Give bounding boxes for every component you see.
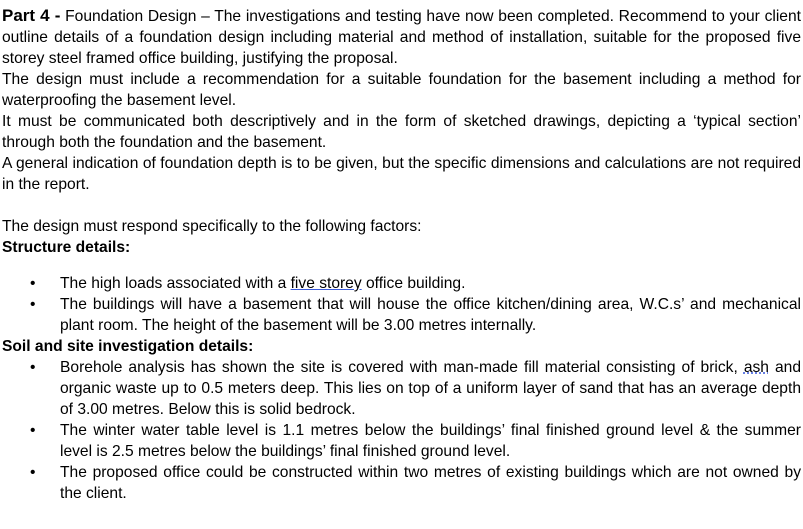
structure-bullet-1-end: office building. [361, 275, 466, 292]
structure-bullet-2: The buildings will have a basement that will house the office kitchen/dining area, W.C.s’ and mechanical plant room. The height of the basement will be 3.00 metres internally. [60, 296, 801, 334]
bullet-icon: • [30, 359, 36, 376]
part-label: Part 4 - [2, 6, 61, 25]
soil-bullet-1-underlined: ash [743, 359, 769, 376]
list-item [2, 294, 801, 336]
intro-paragraph-3: It must be communicated both descriptively and in the form of sketched drawings, depicting a ‘typical section’ through both the foundation and the basement. [2, 113, 801, 151]
intro-paragraph-1 [2, 5, 801, 69]
intro-paragraph-2: The design must include a recommendation for a suitable foundation for the basement including a method for waterproofing the basement level. [2, 71, 801, 109]
soil-heading: Soil and site investigation details: [2, 338, 254, 355]
bullet-icon: • [30, 464, 36, 481]
list-item [2, 357, 801, 420]
bullet-icon: • [30, 275, 36, 292]
intro-paragraph-4: A general indication of foundation depth is to be given, but the specific dimensions and calculations are not required in the report. [2, 155, 801, 193]
structure-list [2, 273, 801, 336]
bullet-icon: • [30, 296, 36, 313]
soil-list [2, 357, 801, 504]
blank-line [2, 195, 801, 216]
soil-bullet-1-start: Borehole analysis has shown the site is covered with man-made fill material consisting of brick, [60, 359, 744, 376]
soil-bullet-3: The proposed office could be constructed within two metres of existing buildings which are not owned by the client. [60, 464, 801, 502]
list-item [2, 462, 801, 504]
document-body [2, 5, 801, 504]
soil-bullet-2: The winter water table level is 1.1 metres below the buildings’ final finished ground level & the summer level is 2.5 metres below the buildings’ final finished ground level. [60, 422, 801, 460]
factors-intro: The design must respond specifically to the following factors: [2, 218, 422, 235]
list-item [2, 420, 801, 462]
structure-bullet-1-start: The high loads associated with a [60, 275, 291, 292]
soil-bullet-1-end: and organic waste up to 0.5 meters deep. This lies on top of a uniform layer of sand that has an average depth of 3.00 metres. Below this is solid bedrock. [60, 359, 801, 418]
list-item [2, 273, 801, 294]
structure-heading: Structure details: [2, 239, 131, 256]
intro-text-1: Foundation Design – The investigations and testing have now been completed. Recommend to your client outline details of a foundation design including material and method of installation, suitable for the proposed five storey steel framed office building, justifying the proposal. [2, 8, 801, 67]
bullet-icon: • [30, 422, 36, 439]
structure-bullet-1-underlined: five storey [290, 275, 362, 292]
